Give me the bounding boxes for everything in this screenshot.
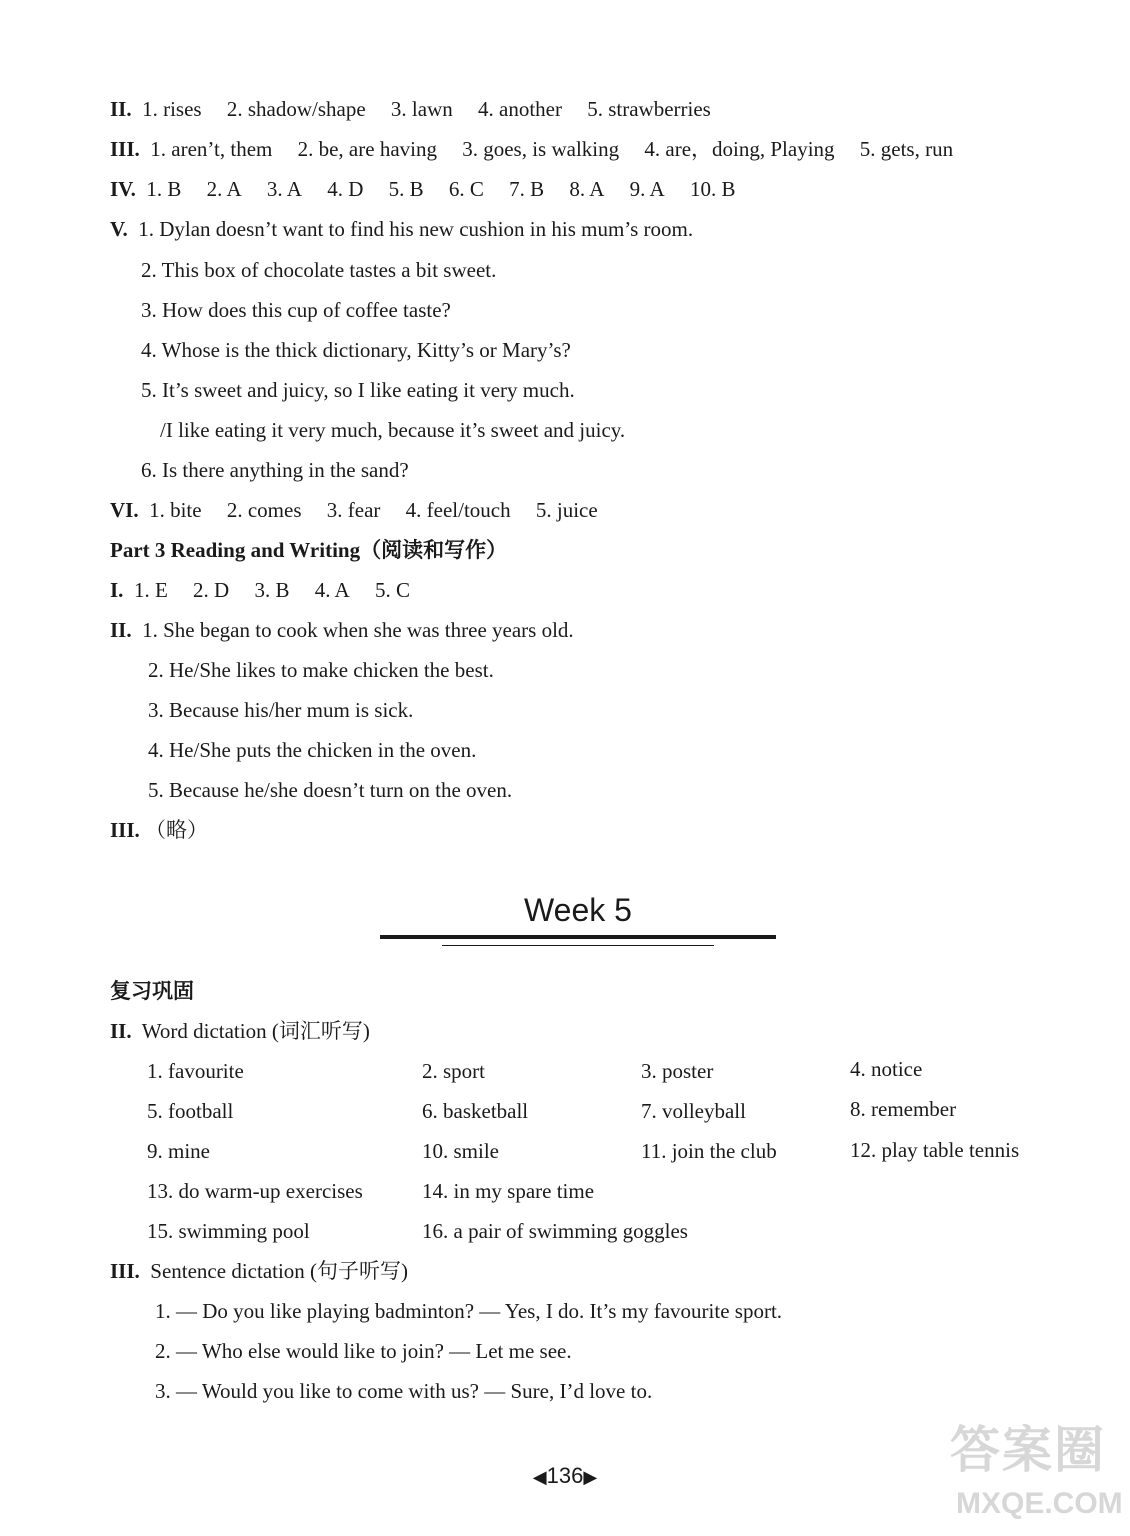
title-rule-thick [380,935,776,939]
watermark-logo: 答案圈 [950,1422,1106,1478]
part3-heading: Part 3 Reading and Writing（阅读和写作） [110,538,508,562]
section-v-row [110,216,693,242]
answer-sentence: 4. He/She puts the chicken in the oven. [148,738,477,762]
answer-item: 7. B [509,177,545,201]
section-iii-row [110,136,973,162]
section-label: I. [110,578,124,602]
answer-item: 3. lawn [390,97,453,121]
answer-item: 2. D [193,578,230,602]
week-title: Week 5 [524,892,632,928]
answer-sentence: 3. Because his/her mum is sick. [148,698,414,722]
watermark [950,1420,1123,1530]
section-label: III. [110,818,140,842]
section-vi-row [110,497,618,523]
omitted-note: （略） [145,818,209,842]
answer-item: 3. fear [326,498,381,522]
answer-sentence: 4. Whose is the thick dictionary, Kitty’s or Mary’s? [141,338,571,362]
answer-sentence: 1. Dylan doesn’t want to find his new cushion in his mum’s room. [138,217,694,241]
section-title: Word dictation (词汇听写) [141,1019,370,1043]
answer-item: 1. bite [149,498,202,522]
word-dictation-heading [110,1018,370,1044]
answer-item: 1. B [146,177,182,201]
dictation-word: 2. sport [422,1059,485,1083]
answer-item: 3. B [254,578,290,602]
left-arrow-icon: ◀ [532,1467,547,1487]
answer-item: 1. rises [142,97,202,121]
dictation-word: 9. mine [147,1139,210,1163]
dictation-word: 4. notice [850,1057,923,1081]
part3-section-iii-row [110,817,208,843]
dictation-word: 10. smile [422,1139,499,1163]
section-label: II. [110,618,132,642]
section-label: II. [110,1019,132,1043]
section-label: V. [110,217,128,241]
answer-item: 2. shadow/shape [226,97,366,121]
answer-item: 4. another [478,97,562,121]
dictation-word: 12. play table tennis [850,1138,1020,1162]
answer-sentence: 3. How does this cup of coffee taste? [141,298,451,322]
dictation-word: 1. favourite [147,1059,244,1083]
dictation-word: 15. swimming pool [147,1219,310,1243]
section-iv-row [110,176,755,202]
section-title: Sentence dictation (句子听写) [150,1259,409,1283]
section-label: III. [110,1259,140,1283]
page-number-text: 136 [546,1463,584,1488]
section-ii-row [110,96,731,122]
answer-item: 1. E [133,578,168,602]
dictation-word: 14. in my spare time [422,1179,595,1203]
title-rule-thin [442,945,714,946]
answer-item: 5. strawberries [587,97,711,121]
answer-sentence: 6. Is there anything in the sand? [141,458,409,482]
dictation-word: 7. volleyball [641,1099,746,1123]
watermark-site: MXQE.COM [956,1487,1123,1520]
answer-item: 2. A [206,177,242,201]
section-label: II. [110,97,132,121]
answer-sentence-alt: /I like eating it very much, because it’s sweet and juicy. [160,418,626,442]
answer-sentence: 2. This box of chocolate tastes a bit sweet. [141,258,497,282]
answer-item: 2. be, are having [297,137,437,161]
dictation-sentence: 1. — Do you like playing badminton? — Yes, I do. It’s my favourite sport. [155,1299,783,1323]
answer-item: 4. feel/touch [405,498,511,522]
sentence-dictation-heading [110,1258,408,1284]
dictation-word: 11. join the club [641,1139,777,1163]
answer-item: 5. B [388,177,424,201]
answer-item: 3. goes, is walking [462,137,620,161]
answer-sentence: 1. She began to cook when she was three years old. [142,618,574,642]
review-heading: 复习巩固 [110,979,194,1003]
answer-item: 4. A [314,578,350,602]
answer-item: 10. B [689,177,736,201]
answer-item: 2. comes [226,498,302,522]
answer-sentence: 5. It’s sweet and juicy, so I like eating it very much. [141,378,575,402]
dictation-word: 5. football [147,1099,234,1123]
part3-section-ii-row [110,617,574,643]
section-label: III. [110,137,140,161]
answer-item: 4. are，doing, Playing [644,137,835,161]
answer-item: 5. C [374,578,410,602]
dictation-sentence: 3. — Would you like to come with us? — Sure, I’d love to. [155,1379,653,1403]
answer-item: 6. C [448,177,484,201]
section-label: IV. [110,177,136,201]
answer-sentence: 2. He/She likes to make chicken the best. [148,658,494,682]
dictation-word: 16. a pair of swimming goggles [422,1219,688,1243]
dictation-sentence: 2. — Who else would like to join? — Let me see. [155,1339,572,1363]
part3-section-i-row [110,577,430,603]
answer-item: 1. aren’t, them [150,137,273,161]
dictation-word: 13. do warm-up exercises [147,1179,363,1203]
answer-item: 9. A [629,177,665,201]
answer-item: 3. A [266,177,302,201]
answer-item: 5. gets, run [859,137,954,161]
answer-item: 4. D [327,177,364,201]
dictation-word: 3. poster [641,1059,714,1083]
answer-sentence: 5. Because he/she doesn’t turn on the oven. [148,778,513,802]
section-label: VI. [110,498,139,522]
answer-item: 8. A [569,177,605,201]
dictation-word: 6. basketball [422,1099,529,1123]
dictation-word: 8. remember [850,1097,957,1121]
right-arrow-icon: ▶ [583,1467,598,1487]
answer-item: 5. juice [535,498,598,522]
